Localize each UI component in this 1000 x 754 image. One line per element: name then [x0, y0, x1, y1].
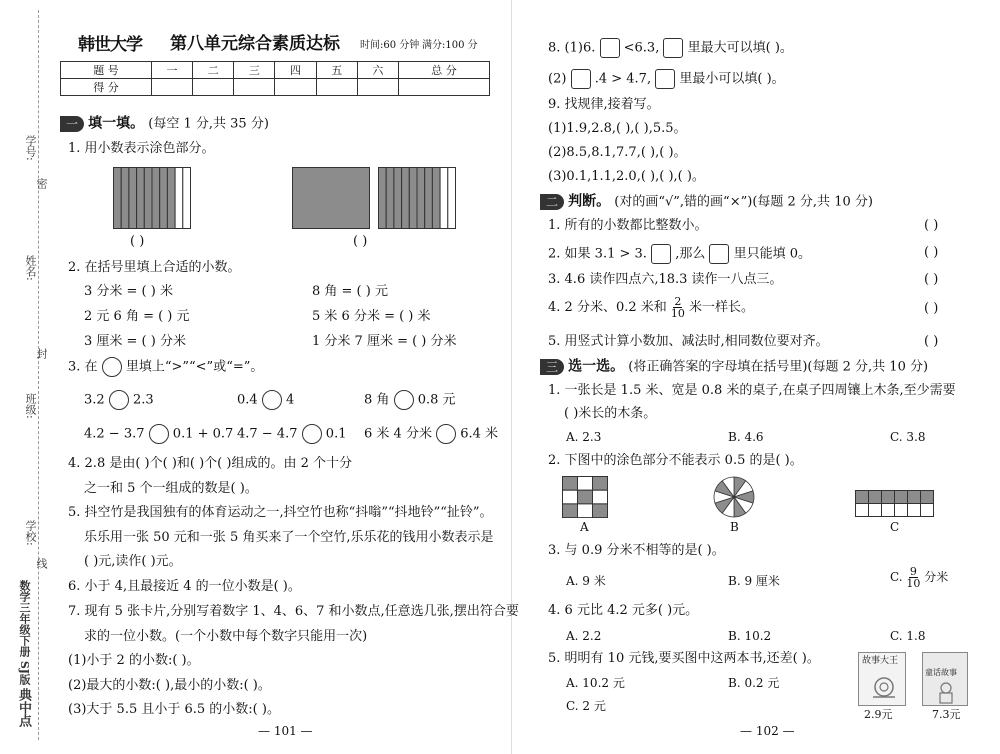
strip-cell: [409, 168, 417, 229]
strip-cell: [137, 168, 145, 229]
q3-compare-item: [237, 390, 294, 410]
grid-cell: [869, 504, 882, 517]
answer-circle[interactable]: [109, 390, 129, 410]
gutter-student-id: 学号:: [24, 135, 37, 161]
section3-heading: [540, 359, 928, 375]
c1-line: ( )米长的木条。: [564, 406, 657, 421]
c4-option[interactable]: A. 2.2: [566, 629, 602, 643]
q8-1-b: <6.3,: [623, 40, 660, 56]
q2-item: 2 元 6 角 = ( ) 元: [84, 309, 190, 324]
q3-compare-item: [84, 390, 154, 410]
c2-label: A: [580, 520, 589, 534]
q9-line: (2)8.5,8.1,7.7,( ),( )。: [548, 145, 687, 160]
c5-text: 5. 明明有 10 元钱,要买图中这两本书,还差( )。: [548, 651, 820, 666]
strip-cell: [152, 168, 160, 229]
q2-item: 1 分米 7 厘米 = ( ) 分米: [312, 334, 457, 349]
judge-2-c: 里只能填 0。: [733, 246, 812, 262]
answer-box[interactable]: [571, 69, 591, 89]
brand-logo: 典中点: [16, 688, 31, 727]
q1-strip-figure-2: [378, 167, 456, 229]
q6-text: 6. 小于 4,且最接近 4 的一位小数是( )。: [68, 579, 301, 594]
answer-circle[interactable]: [302, 424, 322, 444]
score-header-cell: 一: [151, 62, 192, 79]
c2-figure-c: [855, 490, 935, 517]
grid-cell: [578, 504, 593, 518]
judge-2-a: 2. 如果 3.1 > 3.: [548, 246, 647, 262]
section1-note: (每空 1 分,共 35 分): [148, 116, 269, 132]
section3-badge: 三: [540, 359, 564, 375]
strip-cell: [402, 168, 410, 229]
grid-cell: [895, 504, 908, 517]
header-logo: 韩世大学: [78, 35, 142, 55]
c5-option[interactable]: B. 0.2 元: [728, 676, 780, 690]
c4-option[interactable]: C. 1.8: [890, 629, 926, 643]
score-header-cell: 题 号: [61, 62, 152, 79]
judge-4-b: 米一样长。: [689, 300, 755, 315]
fraction: [671, 296, 685, 319]
score-header-cell: 五: [316, 62, 357, 79]
q7-line: 求的一位小数。(一个小数中每个数字只能用一次): [84, 629, 368, 644]
grid-cell: [921, 504, 934, 517]
strip-cell: [144, 168, 152, 229]
score-header-cell: 总 分: [398, 62, 489, 79]
strip-cell: [183, 168, 191, 229]
c2-text: 2. 下图中的涂色部分不能表示 0.5 的是( )。: [548, 453, 803, 468]
fraction: [906, 566, 920, 589]
judge-item: [548, 296, 754, 319]
q3-right: 0.8 元: [417, 392, 456, 408]
page-title: 第八单元综合素质达标: [170, 34, 340, 54]
c3-option[interactable]: B. 9 厘米: [728, 574, 780, 588]
c1-option[interactable]: C. 3.8: [890, 430, 926, 444]
judge-item: 5. 用竖式计算小数加、减法时,相同数位要对齐。: [548, 334, 829, 349]
full-score: 满分:100 分: [422, 40, 478, 51]
q5-line: ( )元,读作( )元。: [84, 554, 182, 569]
q3-left: 4.7 − 4.7: [237, 426, 298, 442]
q3-suffix: 里填上“>”“<”或“=”。: [125, 359, 264, 375]
judge-answer[interactable]: ( ): [924, 272, 939, 287]
answer-circle[interactable]: [436, 424, 456, 444]
q2-item: 8 角 = ( ) 元: [312, 284, 388, 299]
judge-2-b: ,那么: [675, 246, 706, 262]
score-cell[interactable]: [398, 79, 489, 96]
judge-answer[interactable]: ( ): [924, 301, 939, 316]
square-icon: [655, 69, 675, 89]
q3-left: 0.4: [237, 392, 258, 408]
strip-cell: [114, 168, 122, 229]
q4-line: 之一和 5 个一组成的数是( )。: [84, 481, 258, 496]
judge-item: 3. 4.6 读作四点六,18.3 读作一八点三。: [548, 272, 783, 287]
q3-right: 2.3: [132, 392, 154, 408]
grid-cell: [882, 491, 895, 504]
section1-heading: [60, 116, 269, 132]
page-divider: [511, 0, 512, 754]
grid-cell: [908, 504, 921, 517]
q8-1-c: 里最大可以填( )。: [687, 40, 793, 56]
q8-2-c: 里最小可以填( )。: [679, 71, 785, 87]
judge-answer[interactable]: ( ): [924, 245, 939, 260]
q1-blank-2[interactable]: ( ): [353, 234, 368, 249]
strip-cell: [417, 168, 425, 229]
grid-cell: [882, 504, 895, 517]
score-table: [60, 61, 490, 96]
answer-circle[interactable]: [262, 390, 282, 410]
section1-badge: 一: [60, 116, 84, 132]
c5-option[interactable]: A. 10.2 元: [566, 676, 625, 690]
gutter-seal-xian: 线: [35, 558, 48, 569]
q9-line: (3)0.1,1.1,2.0,( ),( ),( )。: [548, 169, 705, 184]
c3-unit: 分米: [924, 570, 949, 584]
character-icon: [936, 681, 956, 705]
book-2: [922, 652, 968, 706]
q2-item: 3 分米 = ( ) 米: [84, 284, 173, 299]
strip-cell: [379, 168, 387, 229]
grid-cell: [593, 477, 608, 491]
grid-cell: [856, 491, 869, 504]
c2-figure-b: [713, 476, 755, 518]
c1-option[interactable]: A. 2.3: [566, 430, 602, 444]
fraction-numerator: 9: [909, 565, 917, 578]
time-limit: 时间:60 分钟: [360, 40, 420, 51]
grid-cell: [856, 504, 869, 517]
q7-line: (1)小于 2 的小数:( )。: [68, 653, 200, 668]
judge-item: [548, 244, 811, 264]
answer-circle[interactable]: [149, 424, 169, 444]
c5-option[interactable]: C. 2 元: [566, 699, 606, 713]
c2-label: B: [730, 520, 739, 534]
grid-cell: [895, 491, 908, 504]
grid-cell: [908, 491, 921, 504]
section2-note: (对的画“√”,错的画“×”)(每题 2 分,共 10 分): [614, 194, 873, 210]
q7-line: (2)最大的小数:( ),最小的小数:( )。: [68, 678, 271, 693]
q3-left: 6 米 4 分米: [364, 426, 432, 442]
q2-item: 5 米 6 分米 = ( ) 米: [312, 309, 431, 324]
snail-icon: [871, 673, 897, 699]
section2-title: 判断。: [568, 193, 611, 210]
section2-heading: [540, 194, 873, 210]
section3-note: (将正确答案的字母填在括号里)(每题 2 分,共 10 分): [628, 359, 929, 375]
strip-cell: [440, 168, 448, 229]
grid-cell: [578, 490, 593, 504]
gutter-seal-feng: 封: [35, 348, 48, 359]
strip-cell: [394, 168, 402, 229]
c2-figure-a: [562, 476, 608, 518]
q3-compare-item: [84, 424, 233, 444]
strip-cell: [121, 168, 129, 229]
judge-4-a: 4. 2 分米、0.2 米和: [548, 300, 667, 315]
fraction-denominator: 10: [670, 307, 685, 320]
score-cell[interactable]: [151, 79, 192, 96]
c4-text: 4. 6 元比 4.2 元多( )元。: [548, 603, 699, 618]
score-cell[interactable]: [234, 79, 275, 96]
strip-cell: [432, 168, 440, 229]
q1-blank-1[interactable]: ( ): [130, 234, 145, 249]
answer-circle[interactable]: [394, 390, 414, 410]
score-cell[interactable]: [193, 79, 234, 96]
score-header-cell: 二: [193, 62, 234, 79]
section1-title: 填一填。: [88, 115, 145, 132]
q2-text: 2. 在括号里填上合适的小数。: [68, 260, 241, 275]
page-number-right: — 102 —: [740, 724, 795, 738]
q7-line: 7. 现有 5 张卡片,分别写着数字 1、4、6、7 和小数点,任意选几张,摆出符合要: [68, 604, 519, 619]
strip-cell: [386, 168, 394, 229]
book-title: 故事大王: [862, 656, 899, 666]
gutter-seal-mi: 密: [35, 178, 48, 189]
section3-title: 选一选。: [568, 358, 625, 375]
page-number-left: — 101 —: [258, 724, 313, 738]
q9-line: (1)1.9,2.8,( ),( ),5.5。: [548, 121, 687, 136]
binding-line: [38, 10, 39, 740]
score-cell[interactable]: [275, 79, 316, 96]
judge-answer[interactable]: ( ): [924, 334, 939, 349]
square-icon: [709, 244, 729, 264]
c3-option[interactable]: [890, 566, 948, 589]
q8-part1: [548, 38, 793, 58]
score-header-cell: 四: [275, 62, 316, 79]
q7-line: (3)大于 5.5 且小于 6.5 的小数:( )。: [68, 702, 280, 717]
q5-line: 5. 抖空竹是我国独有的体育运动之一,抖空竹也称“抖嗡”“抖地铃”“扯铃”。: [68, 505, 493, 520]
c3-option[interactable]: A. 9 米: [566, 574, 606, 588]
grid-cell: [593, 504, 608, 518]
square-icon: [651, 244, 671, 264]
q1-strip-figure-1: [113, 167, 191, 229]
c3-option-c-label: C.: [890, 570, 903, 584]
q8-1-a: 8. (1)6.: [548, 40, 596, 56]
q3-left: 4.2 − 3.7: [84, 426, 145, 442]
c1-line: 1. 一张长是 1.5 米、宽是 0.8 米的桌子,在桌子四周镶上木条,至少需要: [548, 383, 956, 398]
fraction-denominator: 10: [906, 577, 921, 590]
q3-right: 0.1: [325, 426, 347, 442]
q2-item: 3 厘米 = ( ) 分米: [84, 334, 186, 349]
q3-compare-item: [364, 390, 456, 410]
q3-right: 6.4 米: [460, 426, 499, 442]
compare-circle-icon: [102, 357, 122, 377]
c4-option[interactable]: B. 10.2: [728, 629, 772, 643]
q3-text: [68, 357, 263, 377]
q3-left: 3.2: [84, 392, 105, 408]
c2-label: C: [890, 520, 900, 534]
q3-prefix: 3. 在: [68, 359, 98, 375]
section2-badge: 二: [540, 194, 564, 210]
judge-item: 1. 所有的小数都比整数小。: [548, 218, 708, 233]
grid-cell: [563, 490, 578, 504]
gutter-name: 姓名:: [24, 255, 37, 281]
strip-cell: [167, 168, 175, 229]
q3-compare-item: [237, 424, 346, 444]
q3-compare-item: [364, 424, 498, 444]
grid-cell: [578, 477, 593, 491]
grid-cell: [921, 491, 934, 504]
grid-cell: [563, 477, 578, 491]
score-cell[interactable]: [316, 79, 357, 96]
strip-cell: [160, 168, 168, 229]
grid-cell: [563, 504, 578, 518]
grid-cell: [593, 490, 608, 504]
strip-cell: [129, 168, 137, 229]
q1-square-figure: [292, 167, 370, 229]
q3-left: 8 角: [364, 392, 390, 408]
strip-cell: [425, 168, 433, 229]
gutter-book-title: 数学三年级下册 SJ版: [18, 580, 31, 685]
score-header-cell: 三: [234, 62, 275, 79]
score-cell[interactable]: [357, 79, 398, 96]
square-icon: [663, 38, 683, 58]
score-header-cell: 六: [357, 62, 398, 79]
strip-cell: [175, 168, 183, 229]
q8-2-a: (2): [548, 71, 567, 87]
q8-2-b: .4 > 4.7,: [594, 71, 652, 87]
q9-line: 9. 找规律,接着写。: [548, 97, 660, 112]
q1-text: 1. 用小数表示涂色部分。: [68, 141, 215, 156]
book-title: 童话故事: [925, 668, 957, 677]
q5-line: 乐乐用一张 50 元和一张 5 角买来了一个空竹,乐乐花的钱用小数表示是: [84, 530, 494, 545]
answer-box[interactable]: [600, 38, 620, 58]
c1-option[interactable]: B. 4.6: [728, 430, 764, 444]
q8-part2: [548, 69, 785, 89]
q3-right: 4: [285, 392, 295, 408]
book-price: 2.9元: [864, 708, 893, 721]
book-price: 7.3元: [932, 708, 961, 721]
judge-answer[interactable]: ( ): [924, 218, 939, 233]
strip-cell: [448, 168, 456, 229]
c3-text: 3. 与 0.9 分米不相等的是( )。: [548, 543, 725, 558]
fraction-numerator: 2: [674, 295, 682, 308]
grid-cell: [869, 491, 882, 504]
score-row-label: 得 分: [61, 79, 152, 96]
gutter-school: 学校:: [24, 520, 37, 546]
gutter-class: 班级:: [24, 393, 37, 419]
q3-right: 0.1 + 0.7: [172, 426, 234, 442]
book-1: [858, 652, 906, 706]
q4-line: 4. 2.8 是由( )个( )和( )个( )组成的。由 2 个十分: [68, 456, 352, 471]
